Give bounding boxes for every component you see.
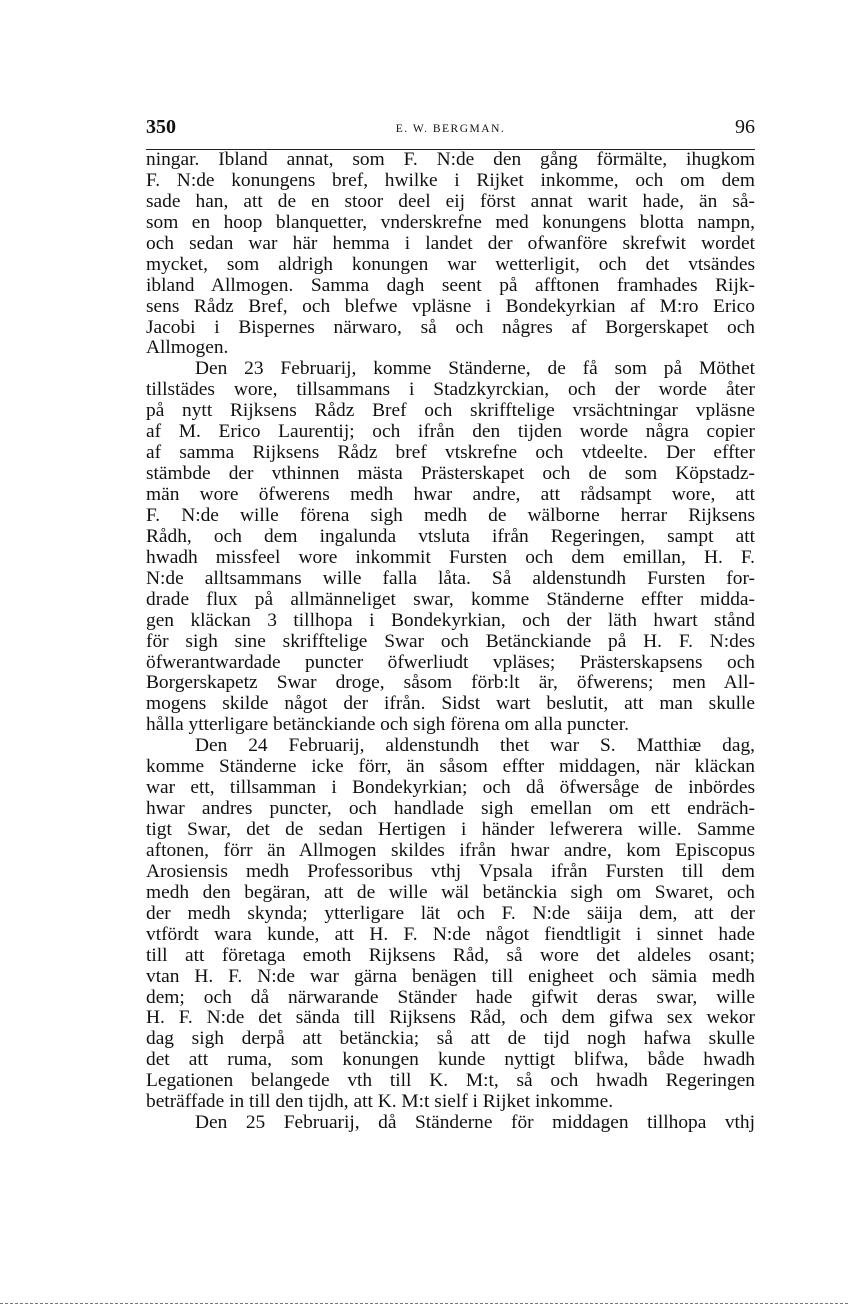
text-line: på nytt Rijksens Rådz Bref och skrifftelige vrsächtningar vpläsne xyxy=(146,401,755,422)
text-line: war ett, tillsamman i Bondekyrkian; och då öfwersåge de inbördes xyxy=(146,778,755,799)
text-line: der medh skynda; ytterligare lät och F. N:de säija dem, att der xyxy=(146,903,755,924)
text-line: Den 23 Februarij, komme Ständerne, de få som på Möthet xyxy=(195,359,755,380)
folio-number: 96 xyxy=(735,116,755,138)
text-line: medh den begäran, att de wille wäl betänckia sigh om Swaret, och xyxy=(146,882,755,903)
text-line: till att företaga emoth Rijksens Råd, så wore det aldeles osant; xyxy=(146,945,755,966)
running-head: E. W. BERGMAN. xyxy=(395,123,506,135)
text-line: hwar andres puncter, och handlade sigh emellan om ett endräch- xyxy=(146,799,755,820)
text-line: som en hoop blanquetter, vnderskrefne med konungens blotta nampn, xyxy=(146,212,755,233)
text-line: Den 25 Februarij, då Ständerne för middagen tillhopa vthj xyxy=(195,1113,755,1134)
text-line: H. F. N:de det sända till Rijksens Råd, och dem gifwa sex wekor xyxy=(146,1008,755,1029)
text-line: stämbde der vthinnen mästa Prästerskapet och de som Köpstadz- xyxy=(146,464,755,485)
text-line: dem; och då närwarande Ständer hade gifwit deras swar, wille xyxy=(146,987,755,1008)
text-line: beträffade in till den tijdh, att K. M:t sielf i Rijket inkomme. xyxy=(146,1092,614,1113)
text-line: mycket, som aldrigh konungen war wetterligit, och det vtsändes xyxy=(146,254,755,275)
text-line: Borgerskapetz Swar droge, såsom förb:lt är, öfwerens; men All- xyxy=(146,673,755,694)
text-line: N:de alltsammans wille falla låta. Så aldenstundh Fursten for- xyxy=(146,568,755,589)
text-line: Rådh, och dem ingalunda vtsluta ifrån Regeringen, sampt att xyxy=(146,526,755,547)
text-line: mogens skilde något der ifrån. Sidst wart beslutit, att man skulle xyxy=(146,694,755,715)
text-line: sens Rådz Bref, och blefwe vpläsne i Bondekyrkian af M:ro Erico xyxy=(146,296,755,317)
text-line: sade han, att de en stoor deel eij först annat warit hade, än så- xyxy=(146,191,755,212)
text-line: F. N:de konungens bref, hwilke i Rijket inkomme, och om dem xyxy=(146,170,755,191)
text-line: vtfördt wara kunde, att H. F. N:de något fiendtligit i sinnet hade xyxy=(146,924,755,945)
text-line: Legationen belangede vth till K. M:t, så och hwadh Regeringen xyxy=(146,1071,755,1092)
text-line: ningar. Ibland annat, som F. N:de den gång förmälte, ihugkom xyxy=(146,150,755,170)
text-line: det att ruma, som konungen kunde nyttigt blifwa, både hwadh xyxy=(146,1050,755,1071)
text-line: drade flux på allmänneliget swar, komme Ständerne effter midda- xyxy=(146,589,755,610)
text-line: Jacobi i Bispernes närwaro, så och någres af Borgerskapet och xyxy=(146,317,755,338)
text-line: vtan H. F. N:de war gärna benägen till enigheet och sämia medh xyxy=(146,966,755,987)
text-line: och sedan war här hemma i landet der ofwanföre skrefwit wordet xyxy=(146,233,755,254)
text-line: hålla ytterligare betänckiande och sigh förena om alla puncter. xyxy=(146,715,629,736)
text-line: för sigh sine skrifftelige Swar och Betänckiande på H. F. N:des xyxy=(146,631,755,652)
page-header xyxy=(146,116,755,142)
text-line: gen kläckan 3 tillhopa i Bondekyrkian, och der läth hwart stånd xyxy=(146,610,755,631)
text-line: tigt Swar, det de sedan Hertigen i händer lefwerera wille. Samme xyxy=(146,820,755,840)
text-line: af samma Rijksens Rådz bref vtskrefne och vtdeelte. Der effter xyxy=(146,443,755,464)
text-line: dag sigh derpå att betänckia; så att de tijd nogh hafwa skulle xyxy=(146,1029,755,1050)
text-line: ibland Allmogen. Samma dagh seent på afftonen framhades Rijk- xyxy=(146,275,755,296)
text-line: F. N:de wille förena sigh medh de wälborne herrar Rijksens xyxy=(146,505,755,526)
body-text xyxy=(146,150,755,1134)
text-line: aftonen, förr än Allmogen skildes ifrån hwar andre, kom Episcopus xyxy=(146,840,755,861)
text-line: män wore öfwerens medh hwar andre, att rådsampt wore, att xyxy=(146,485,755,505)
text-line: hwadh missfeel wore inkommit Fursten och dem emillan, H. F. xyxy=(146,547,755,568)
text-line: tillstädes wore, tillsammans i Stadzkyrckian, och der worde åter xyxy=(146,380,755,401)
scan-edge-line xyxy=(0,1303,848,1304)
text-line: öfwerantwardade puncter öfwerliudt vpläses; Prästerskapsens och xyxy=(146,652,755,673)
text-line: Allmogen. xyxy=(146,338,229,359)
text-line: Den 24 Februarij, aldenstundh thet war S. Matthiæ dag, xyxy=(195,736,755,757)
text-line: af M. Erico Laurentij; och ifrån den tijden worde några copier xyxy=(146,422,755,443)
page-number: 350 xyxy=(146,116,176,138)
text-line: Arosiensis medh Professoribus vthj Vpsala ifrån Fursten till dem xyxy=(146,861,755,882)
text-line: komme Ständerne icke förr, än såsom effter middagen, när kläckan xyxy=(146,757,755,778)
